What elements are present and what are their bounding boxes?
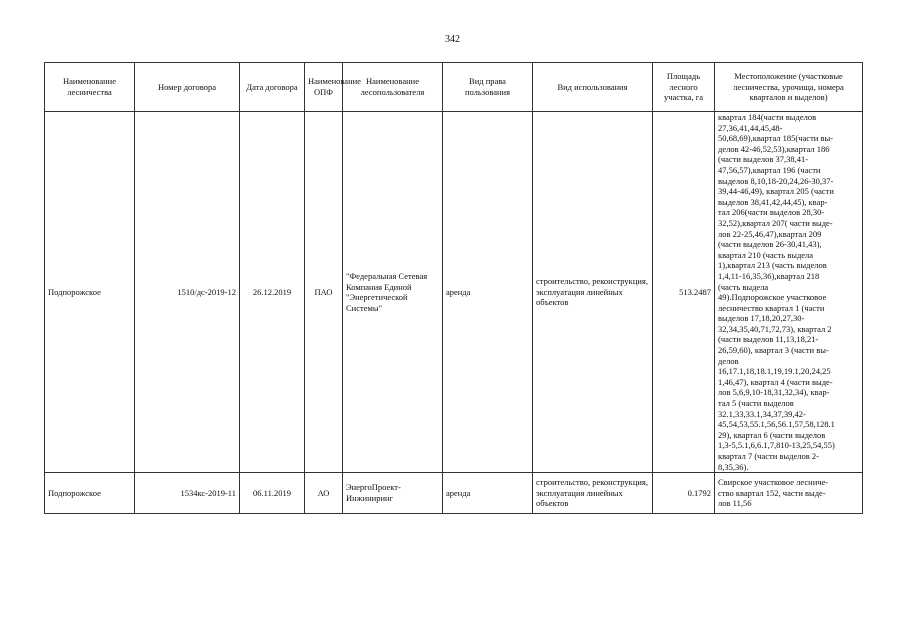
location-line: 32.1,33,33.1,34,37,39,42- <box>718 408 806 419</box>
header-location: Местоположение (участковые лесничества, урочища, номера кварталов и выделов) <box>715 63 863 112</box>
cell-right-type: аренда <box>443 112 533 473</box>
cell-use-type: строительство, реконструкция, эксплуатация линейных объектов <box>533 112 653 473</box>
cell-forest-user: ЭнергоПроект-Инжиниринг <box>343 473 443 514</box>
location-line: Свирское участковое лесниче- <box>718 477 829 488</box>
cell-area: 513.2487 <box>653 112 715 473</box>
header-use-type: Вид использования <box>533 63 653 112</box>
location-line: 32,34,35,40,71,72,73), квартал 2 <box>718 323 832 334</box>
location-line: выделов 38,41,42,44,45), квар- <box>718 196 828 207</box>
cell-location <box>715 112 863 473</box>
cell-right-type: аренда <box>443 473 533 514</box>
location-line: 45,54,53,55.1,56,56.1,57,58,128.1 <box>718 419 835 430</box>
header-opf: Наименование ОПФ <box>305 63 343 112</box>
header-forestry: Наименование лесничества <box>45 63 135 112</box>
header-right-type: Вид права пользования <box>443 63 533 112</box>
location-line: лов 11,56 <box>718 498 752 509</box>
location-line: квартал 184(части выделов <box>718 112 817 122</box>
header-area: Площадь лесного участка, га <box>653 63 715 112</box>
location-line: квартал 210 (часть выдела <box>718 249 814 260</box>
location-line: 1,46,47), квартал 4 (части выде- <box>718 376 833 387</box>
header-contract-date: Дата договора <box>240 63 305 112</box>
cell-forest-user: "Федеральная Сетевая Компания Единой "Энергетической Системы" <box>343 112 443 473</box>
location-line: делов 42-46,52,53),квартал 186 <box>718 143 830 154</box>
location-line: ство квартал 152, части выде- <box>718 487 826 498</box>
location-line: 8,35,36). <box>718 461 749 472</box>
cell-forestry: Подпорожское <box>45 112 135 473</box>
table-header-row <box>45 63 863 112</box>
cell-opf: ПАО <box>305 112 343 473</box>
location-line: тал 206(части выделов 28,30- <box>718 207 825 218</box>
table-row <box>45 112 863 473</box>
location-line: 16,17.1,18,18.1,19,19.1,20,24,25 <box>718 366 831 377</box>
location-line: 39,44-46,49), квартал 205 (части <box>718 186 834 197</box>
location-line: (части выделов 26-30,41,43), <box>718 239 822 250</box>
table-row <box>45 473 863 514</box>
location-line: выделов 8,10,18-20,24,26-30,37- <box>718 175 834 186</box>
cell-contract-date: 06.11.2019 <box>240 473 305 514</box>
cell-use-type: строительство, реконструкция, эксплуатация линейных объектов <box>533 473 653 514</box>
location-line: 27,36,41,44,45,48- <box>718 122 783 133</box>
header-contract-number: Номер договора <box>135 63 240 112</box>
location-line: 47,56,57),квартал 196 (части <box>718 164 821 175</box>
location-line: 50,68,69),квартал 185(части вы- <box>718 133 834 144</box>
cell-forestry: Подпорожское <box>45 473 135 514</box>
cell-contract-number: 1510/дс-2019-12 <box>135 112 240 473</box>
location-line: 1,3-5,5.1,6,6.1,7,810-13,25,54,55) <box>718 440 835 451</box>
location-line: (части выделов 37,38,41- <box>718 154 809 165</box>
location-line: 1,4,11-16,35,36),квартал 218 <box>718 270 820 281</box>
location-line: (часть выдела <box>718 281 769 292</box>
cell-opf: АО <box>305 473 343 514</box>
cell-contract-date: 26.12.2019 <box>240 112 305 473</box>
location-line: квартал 7 (части выделов 2- <box>718 451 819 461</box>
header-forest-user: Наименование лесопользователя <box>343 63 443 112</box>
location-line: лов 5,6,9,10-18,31,32,34), квар- <box>718 387 830 398</box>
location-line: 26,59,60), квартал 3 (части вы- <box>718 345 829 356</box>
location-line: делов <box>718 355 739 366</box>
forest-lease-table <box>44 62 863 514</box>
location-line: 29), квартал 6 (части выделов <box>718 429 826 440</box>
cell-contract-number: 1534кс-2019-11 <box>135 473 240 514</box>
location-line: 1),квартал 213 (часть выделов <box>718 260 827 271</box>
location-line: тал 5 (части выделов <box>718 398 794 409</box>
cell-area: 0.1792 <box>653 473 715 514</box>
cell-location <box>715 473 863 514</box>
location-line: 32,52),квартал 207( части выде- <box>718 217 833 228</box>
location-line: (части выделов 11,13,18,21- <box>718 334 819 345</box>
location-line: лесничество квартал 1 (части <box>718 302 825 313</box>
location-line: 49).Подпорожское участковое <box>718 292 827 303</box>
location-line: лов 22-25,46,47),квартал 209 <box>718 228 822 239</box>
location-line: выделов 17,18,20,27,30- <box>718 313 805 324</box>
page-number: 342 <box>445 34 460 45</box>
